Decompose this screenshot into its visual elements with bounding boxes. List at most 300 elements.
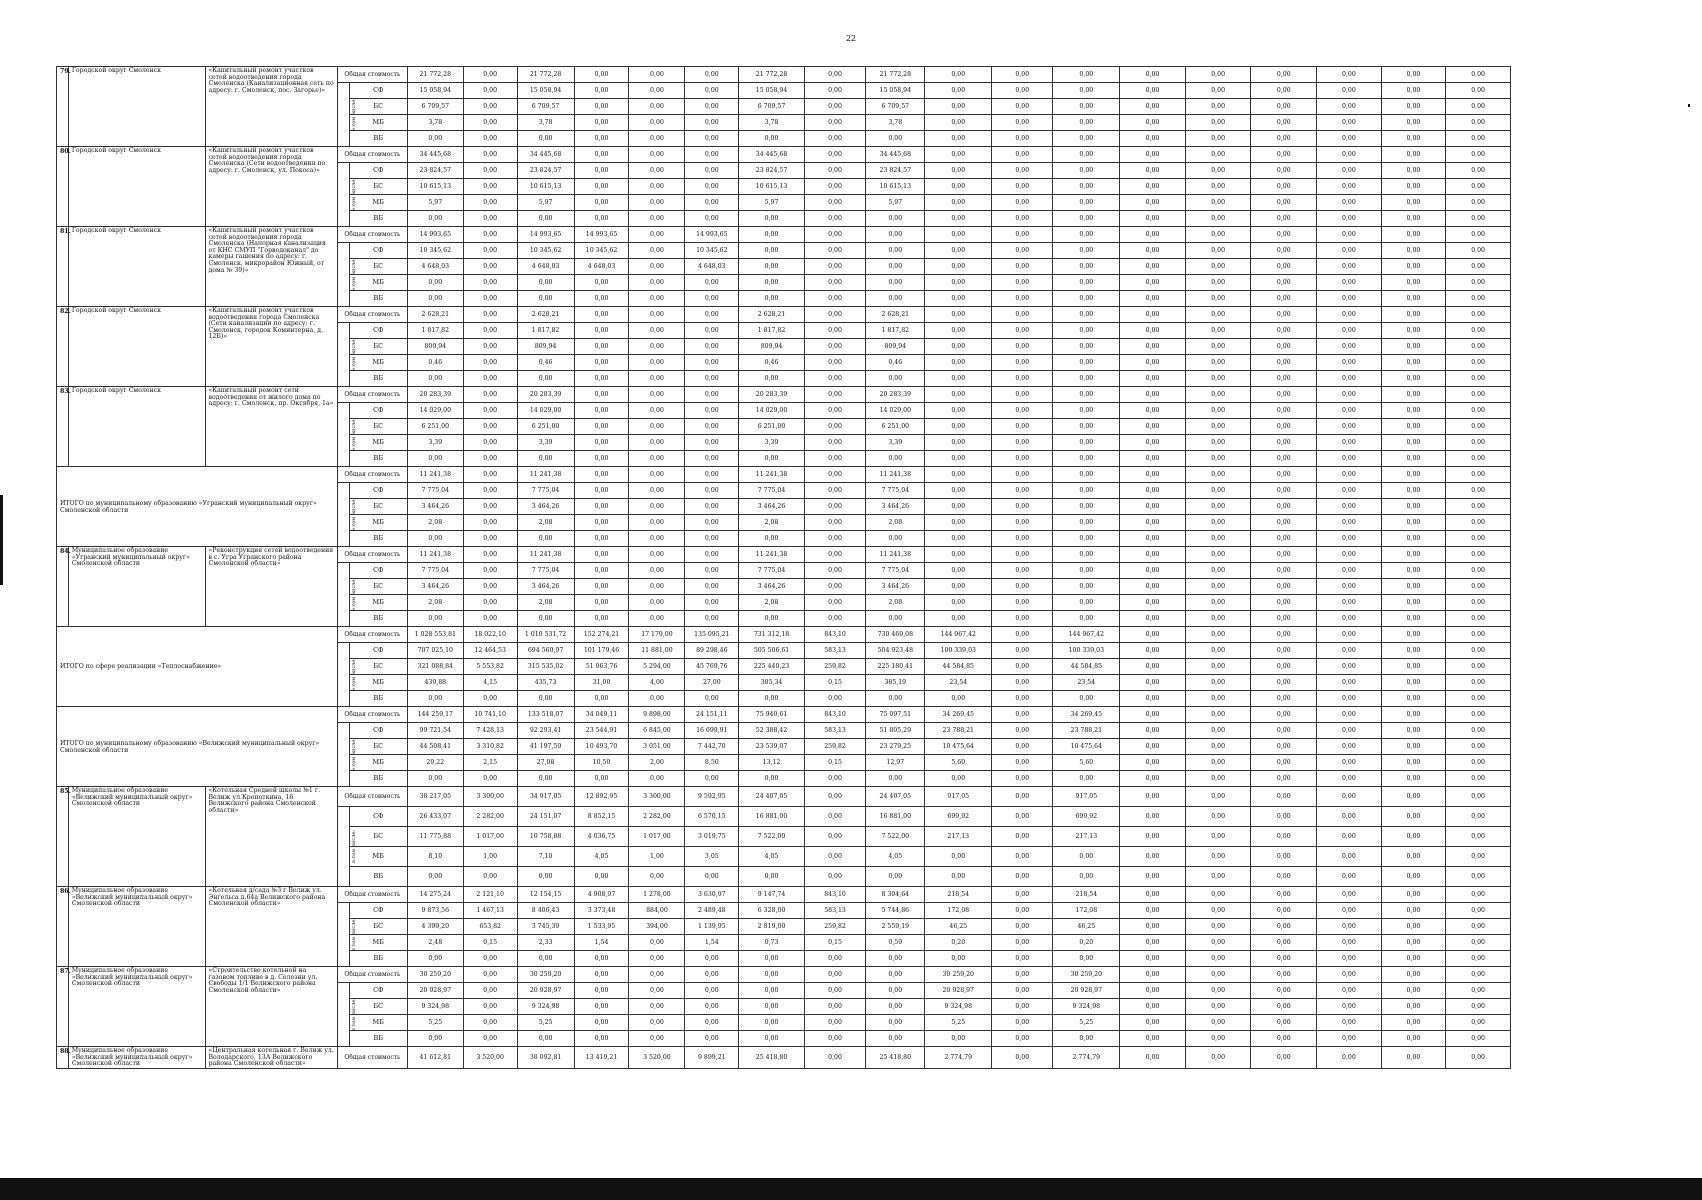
value-cell: 1 017,00	[629, 827, 685, 847]
value-cell: 0,00	[992, 1031, 1053, 1047]
value-cell: 0,00	[1381, 771, 1446, 787]
value-cell: 0,00	[1446, 967, 1511, 983]
value-cell: 0,00	[463, 611, 517, 627]
value-cell: 0,00	[1251, 935, 1317, 951]
value-cell: 0,00	[685, 691, 739, 707]
value-cell: 0,00	[685, 531, 739, 547]
value-cell: 0,00	[1251, 403, 1317, 419]
value-cell: 0,00	[629, 147, 685, 163]
value-cell: 0,00	[1381, 291, 1446, 307]
value-cell: 0,00	[1120, 723, 1186, 739]
value-cell: 0,00	[1251, 531, 1317, 547]
value-cell: 2,15	[463, 755, 517, 771]
subrow-label: МБ	[349, 755, 407, 771]
value-cell: 0,46	[517, 355, 574, 371]
value-cell: 0,00	[1185, 595, 1251, 611]
value-cell: 0,00	[685, 323, 739, 339]
value-cell: 0,00	[992, 99, 1053, 115]
value-cell: 0,00	[1317, 723, 1382, 739]
value-cell: 0,00	[804, 435, 865, 451]
value-cell: 101 179,46	[574, 643, 629, 659]
value-cell: 0,00	[629, 691, 685, 707]
value-cell: 0,00	[1120, 531, 1186, 547]
value-cell: 0,00	[1381, 355, 1446, 371]
value-cell: 0,00	[574, 99, 629, 115]
value-cell: 0,00	[1053, 579, 1120, 595]
value-cell: 10 493,70	[574, 739, 629, 755]
value-cell: 0,00	[574, 275, 629, 291]
object-cell: «Реконструкция сетей водоотведения в с. Угра Угранского района Смоленской области»	[205, 547, 337, 627]
value-cell: 0,00	[925, 483, 992, 499]
value-cell: 46,25	[925, 919, 992, 935]
value-cell: 0,00	[1317, 903, 1382, 919]
value-cell: 0,00	[1053, 387, 1120, 403]
table-row	[57, 147, 1511, 163]
value-cell: 0,00	[804, 323, 865, 339]
value-cell: 0,00	[1185, 723, 1251, 739]
value-cell: 0,00	[1185, 483, 1251, 499]
value-cell: 0,00	[574, 371, 629, 387]
value-cell: 0,00	[804, 307, 865, 323]
value-cell: 0,00	[1446, 691, 1511, 707]
value-cell: 0,00	[1381, 951, 1446, 967]
subrow-label: ВБ	[349, 451, 407, 467]
value-cell: 16 881,00	[739, 807, 805, 827]
subrow-label-total: Общая стоимость	[337, 627, 407, 643]
value-cell: 0,00	[992, 419, 1053, 435]
value-cell: 6 570,15	[685, 807, 739, 827]
value-cell: 0,00	[1120, 627, 1186, 643]
value-cell: 0,00	[1381, 659, 1446, 675]
subrow-label: СФ	[349, 723, 407, 739]
item-number: 87.	[57, 967, 69, 1047]
value-cell: 0,00	[992, 723, 1053, 739]
value-cell: 0,00	[1120, 659, 1186, 675]
value-cell: 0,59	[866, 935, 925, 951]
value-cell: 0,00	[992, 131, 1053, 147]
value-cell: 0,00	[1381, 739, 1446, 755]
value-cell: 0,00	[925, 403, 992, 419]
subrow-label-total: Общая стоимость	[337, 887, 407, 903]
value-cell: 0,00	[463, 579, 517, 595]
value-cell: 0,00	[407, 691, 463, 707]
item-number: 85.	[57, 787, 69, 887]
value-cell: 0,00	[804, 403, 865, 419]
value-cell: 0,00	[1251, 387, 1317, 403]
value-cell: 15 058,94	[739, 83, 805, 99]
vtom-text: в том числе:	[350, 738, 357, 771]
value-cell: 0,00	[1381, 371, 1446, 387]
value-cell: 0,00	[1185, 195, 1251, 211]
value-cell: 0,00	[992, 659, 1053, 675]
value-cell: 0,00	[685, 1015, 739, 1031]
value-cell: 2,08	[517, 595, 574, 611]
value-cell: 7,10	[517, 847, 574, 867]
value-cell: 2,48	[407, 935, 463, 951]
value-cell: 0,00	[1251, 787, 1317, 807]
value-cell: 9 898,00	[629, 707, 685, 723]
value-cell: 0,00	[739, 451, 805, 467]
value-cell: 0,00	[1446, 451, 1511, 467]
value-cell: 3 310,82	[463, 739, 517, 755]
value-cell: 0,00	[1185, 1047, 1251, 1069]
value-cell: 0,00	[574, 163, 629, 179]
value-cell: 0,00	[1053, 867, 1120, 887]
value-cell: 0,00	[1381, 1031, 1446, 1047]
value-cell: 0,00	[925, 595, 992, 611]
value-cell: 0,00	[517, 531, 574, 547]
value-cell: 0,00	[629, 403, 685, 419]
subrow-label: БС	[349, 739, 407, 755]
value-cell: 0,00	[517, 211, 574, 227]
value-cell: 0,00	[1251, 867, 1317, 887]
subrow-label-total: Общая стоимость	[337, 307, 407, 323]
value-cell: 0,00	[739, 983, 805, 999]
value-cell: 0,00	[629, 243, 685, 259]
value-cell: 435,73	[517, 675, 574, 691]
value-cell: 0,00	[1120, 675, 1186, 691]
value-cell: 11 241,38	[407, 467, 463, 483]
value-cell: 11 241,38	[866, 467, 925, 483]
value-cell: 0,00	[1120, 983, 1186, 999]
value-cell: 0,00	[1185, 1015, 1251, 1031]
value-cell: 0,00	[866, 371, 925, 387]
value-cell: 0,00	[463, 983, 517, 999]
value-cell: 0,00	[407, 531, 463, 547]
value-cell: 0,00	[1317, 435, 1382, 451]
value-cell: 5,97	[517, 195, 574, 211]
value-cell: 0,46	[407, 355, 463, 371]
municipality-cell: Городской округ Смоленск	[68, 67, 205, 147]
value-cell: 0,00	[407, 291, 463, 307]
value-cell: 0,00	[574, 387, 629, 403]
value-cell: 6 328,00	[739, 903, 805, 919]
subrow-label: БС	[349, 259, 407, 275]
value-cell: 0,00	[1251, 1031, 1317, 1047]
subrow-label: СФ	[349, 563, 407, 579]
value-cell: 4,15	[463, 675, 517, 691]
value-cell: 0,15	[804, 755, 865, 771]
value-cell: 0,00	[1381, 419, 1446, 435]
value-cell: 0,00	[407, 451, 463, 467]
value-cell: 0,00	[1185, 563, 1251, 579]
value-cell: 0,00	[1120, 211, 1186, 227]
value-cell: 0,00	[685, 951, 739, 967]
value-cell: 0,00	[866, 211, 925, 227]
value-cell: 0,00	[1381, 179, 1446, 195]
value-cell: 7 775,04	[407, 483, 463, 499]
value-cell: 0,00	[992, 903, 1053, 919]
value-cell: 0,00	[1446, 951, 1511, 967]
value-cell: 0,00	[1381, 999, 1446, 1015]
vtom-text: в том числе:	[350, 918, 357, 951]
subrow-label: БС	[349, 579, 407, 595]
value-cell: 0,00	[866, 1031, 925, 1047]
value-cell: 0,00	[1381, 547, 1446, 563]
value-cell: 0,00	[804, 691, 865, 707]
value-cell: 6 709,57	[517, 99, 574, 115]
value-cell: 0,00	[1317, 787, 1382, 807]
value-cell: 225 440,23	[739, 659, 805, 675]
value-cell: 0,00	[992, 983, 1053, 999]
value-cell: 6 251,00	[739, 419, 805, 435]
value-cell: 0,00	[1120, 275, 1186, 291]
value-cell: 0,00	[1446, 531, 1511, 547]
value-cell: 0,00	[1053, 227, 1120, 243]
value-cell: 0,00	[1120, 771, 1186, 787]
value-cell: 0,00	[1446, 755, 1511, 771]
value-cell: 0,00	[1185, 807, 1251, 827]
value-cell: 2 489,48	[685, 903, 739, 919]
value-cell: 0,00	[629, 323, 685, 339]
value-cell: 5,25	[925, 1015, 992, 1031]
value-cell: 0,00	[517, 451, 574, 467]
value-cell: 0,00	[804, 807, 865, 827]
value-cell: 0,00	[685, 371, 739, 387]
vtom-text: в том числе:	[350, 98, 357, 131]
value-cell: 0,00	[1317, 847, 1382, 867]
subrow-label: ВБ	[349, 867, 407, 887]
value-cell: 0,00	[1120, 499, 1186, 515]
value-cell: 16 699,91	[685, 723, 739, 739]
value-cell: 3 745,39	[517, 919, 574, 935]
subrow-label: БС	[349, 999, 407, 1015]
subrow-label: СФ	[349, 983, 407, 999]
value-cell: 0,00	[992, 847, 1053, 867]
value-cell: 0,00	[629, 563, 685, 579]
value-cell: 0,00	[1251, 1015, 1317, 1031]
vtom-text: в том числе:	[350, 418, 357, 451]
value-cell: 0,00	[574, 1015, 629, 1031]
value-cell: 0,00	[574, 611, 629, 627]
subrow-label-total: Общая стоимость	[337, 467, 407, 483]
vtom-label	[337, 643, 357, 707]
value-cell: 225 180,41	[866, 659, 925, 675]
value-cell: 0,00	[463, 691, 517, 707]
subrow-label: МБ	[349, 275, 407, 291]
value-cell: 917,05	[1053, 787, 1120, 807]
value-cell: 0,00	[517, 691, 574, 707]
value-cell: 0,00	[1251, 807, 1317, 827]
total-title-cell: ИТОГО по муниципальному образованию «Угранский муниципальный округ» Смоленской области	[57, 467, 338, 547]
value-cell: 0,00	[1251, 355, 1317, 371]
subrow-label: СФ	[349, 903, 407, 919]
object-cell: «Центральная котельная г. Велиж ул. Володарского, 13А Велижского района Смоленской области»	[205, 1047, 337, 1069]
value-cell: 0,00	[925, 131, 992, 147]
value-cell: 0,00	[1053, 339, 1120, 355]
value-cell: 0,00	[992, 275, 1053, 291]
value-cell: 0,00	[1251, 723, 1317, 739]
municipality-cell: Городской округ Смоленск	[68, 307, 205, 387]
subrow-label: МБ	[349, 115, 407, 131]
value-cell: 0,00	[739, 211, 805, 227]
value-cell: 27,00	[685, 675, 739, 691]
value-cell: 11 241,38	[866, 547, 925, 563]
value-cell: 0,00	[629, 291, 685, 307]
value-cell: 5 553,82	[463, 659, 517, 675]
value-cell: 0,00	[992, 259, 1053, 275]
value-cell: 0,00	[1053, 275, 1120, 291]
value-cell: 0,00	[574, 355, 629, 371]
value-cell: 0,00	[1251, 99, 1317, 115]
value-cell: 0,00	[1381, 903, 1446, 919]
value-cell: 0,00	[1446, 83, 1511, 99]
subrow-label: ВБ	[349, 1031, 407, 1047]
subrow-label: ВБ	[349, 771, 407, 787]
value-cell: 0,00	[517, 611, 574, 627]
value-cell: 75 097,51	[866, 707, 925, 723]
value-cell: 0,00	[1053, 83, 1120, 99]
value-cell: 0,00	[463, 499, 517, 515]
value-cell: 0,00	[1120, 935, 1186, 951]
value-cell: 0,00	[463, 531, 517, 547]
value-cell: 0,00	[1251, 163, 1317, 179]
value-cell: 6 251,00	[407, 419, 463, 435]
value-cell: 1 467,13	[463, 903, 517, 919]
value-cell: 0,00	[407, 611, 463, 627]
value-cell: 0,00	[925, 547, 992, 563]
value-cell: 0,00	[463, 547, 517, 563]
value-cell: 0,00	[925, 163, 992, 179]
value-cell: 0,00	[804, 515, 865, 531]
value-cell: 0,00	[1185, 787, 1251, 807]
value-cell: 0,15	[804, 675, 865, 691]
value-cell: 0,00	[1251, 847, 1317, 867]
item-number: 82.	[57, 307, 69, 387]
value-cell: 0,00	[463, 515, 517, 531]
subrow-label: МБ	[349, 1015, 407, 1031]
value-cell: 0,46	[739, 355, 805, 371]
value-cell: 0,00	[1185, 467, 1251, 483]
value-cell: 0,00	[1381, 579, 1446, 595]
value-cell: 0,00	[804, 259, 865, 275]
value-cell: 5,97	[866, 195, 925, 211]
value-cell: 14 029,00	[739, 403, 805, 419]
value-cell: 0,00	[1120, 547, 1186, 563]
value-cell: 23 544,91	[574, 723, 629, 739]
value-cell: 0,00	[739, 867, 805, 887]
value-cell: 2 628,21	[407, 307, 463, 323]
value-cell: 0,00	[1053, 371, 1120, 387]
value-cell: 23 824,57	[739, 163, 805, 179]
value-cell: 0,00	[866, 259, 925, 275]
value-cell: 0,00	[1120, 847, 1186, 867]
value-cell: 2 774,79	[925, 1047, 992, 1069]
value-cell: 0,00	[1446, 579, 1511, 595]
value-cell: 0,00	[1381, 99, 1446, 115]
value-cell: 0,00	[1446, 323, 1511, 339]
value-cell: 0,00	[1053, 515, 1120, 531]
value-cell: 7 522,00	[866, 827, 925, 847]
value-cell: 0,00	[463, 435, 517, 451]
value-cell: 843,10	[804, 627, 865, 643]
value-cell: 0,00	[1185, 867, 1251, 887]
value-cell: 0,00	[629, 451, 685, 467]
municipality-cell: Муниципальное образование «Велижский муниципальный округ» Смоленской области	[68, 787, 205, 887]
value-cell: 0,00	[866, 691, 925, 707]
value-cell: 0,00	[1446, 547, 1511, 563]
value-cell: 0,00	[1251, 547, 1317, 563]
value-cell: 23 788,21	[925, 723, 992, 739]
value-cell: 0,00	[1120, 355, 1186, 371]
total-row	[57, 707, 1511, 723]
value-cell: 0,00	[1251, 1047, 1317, 1069]
value-cell: 0,00	[1053, 355, 1120, 371]
value-cell: 0,00	[574, 339, 629, 355]
value-cell: 0,00	[1381, 807, 1446, 827]
table-row	[57, 67, 1511, 83]
value-cell: 0,00	[1120, 787, 1186, 807]
value-cell: 3,39	[407, 435, 463, 451]
value-cell: 0,00	[574, 547, 629, 563]
value-cell: 0,00	[1446, 403, 1511, 419]
value-cell: 0,00	[1185, 547, 1251, 563]
value-cell: 0,00	[1185, 323, 1251, 339]
value-cell: 8 304,64	[866, 887, 925, 903]
value-cell: 0,00	[1446, 227, 1511, 243]
value-cell: 0,00	[992, 771, 1053, 787]
value-cell: 0,00	[1053, 195, 1120, 211]
value-cell: 0,00	[1317, 611, 1382, 627]
value-cell: 0,00	[992, 675, 1053, 691]
subrow-label: БС	[349, 659, 407, 675]
value-cell: 0,00	[1381, 935, 1446, 951]
item-number: 88.	[57, 1047, 69, 1069]
value-cell: 0,00	[1120, 403, 1186, 419]
value-cell: 23 824,57	[407, 163, 463, 179]
value-cell: 0,00	[629, 611, 685, 627]
value-cell: 0,00	[1120, 243, 1186, 259]
value-cell: 0,00	[1120, 67, 1186, 83]
value-cell: 14 993,65	[407, 227, 463, 243]
value-cell: 0,00	[1251, 739, 1317, 755]
subrow-label: БС	[349, 419, 407, 435]
value-cell: 24 407,05	[866, 787, 925, 807]
value-cell: 0,00	[1251, 83, 1317, 99]
value-cell: 0,00	[1446, 887, 1511, 903]
municipality-cell: Городской округ Смоленск	[68, 227, 205, 307]
subrow-label: ВБ	[349, 131, 407, 147]
value-cell: 0,00	[804, 847, 865, 867]
value-cell: 0,00	[1185, 691, 1251, 707]
value-cell: 0,00	[1185, 643, 1251, 659]
value-cell: 10 475,64	[925, 739, 992, 755]
value-cell: 9 147,74	[739, 887, 805, 903]
value-cell: 0,00	[1317, 643, 1382, 659]
value-cell: 0,00	[685, 515, 739, 531]
value-cell: 8,10	[407, 847, 463, 867]
value-cell: 0,00	[1185, 1031, 1251, 1047]
value-cell: 3,05	[685, 847, 739, 867]
value-cell: 1,00	[629, 847, 685, 867]
value-cell: 0,00	[1317, 827, 1382, 847]
value-cell: 0,00	[407, 211, 463, 227]
object-cell: «Котельная д/сада №3 г Велиж ул. Энгельса д.64а Велижского района Смоленской области»	[205, 887, 337, 967]
value-cell: 0,00	[629, 227, 685, 243]
value-cell: 0,00	[1446, 499, 1511, 515]
value-cell: 0,00	[1446, 983, 1511, 999]
value-cell: 0,00	[804, 115, 865, 131]
value-cell: 0,00	[1120, 807, 1186, 827]
value-cell: 7 522,00	[739, 827, 805, 847]
value-cell: 0,00	[1185, 659, 1251, 675]
subrow-label: БС	[349, 179, 407, 195]
value-cell: 0,00	[1120, 739, 1186, 755]
value-cell: 0,00	[739, 131, 805, 147]
value-cell: 0,00	[804, 983, 865, 999]
value-cell: 0,00	[1185, 951, 1251, 967]
value-cell: 0,00	[1120, 1031, 1186, 1047]
